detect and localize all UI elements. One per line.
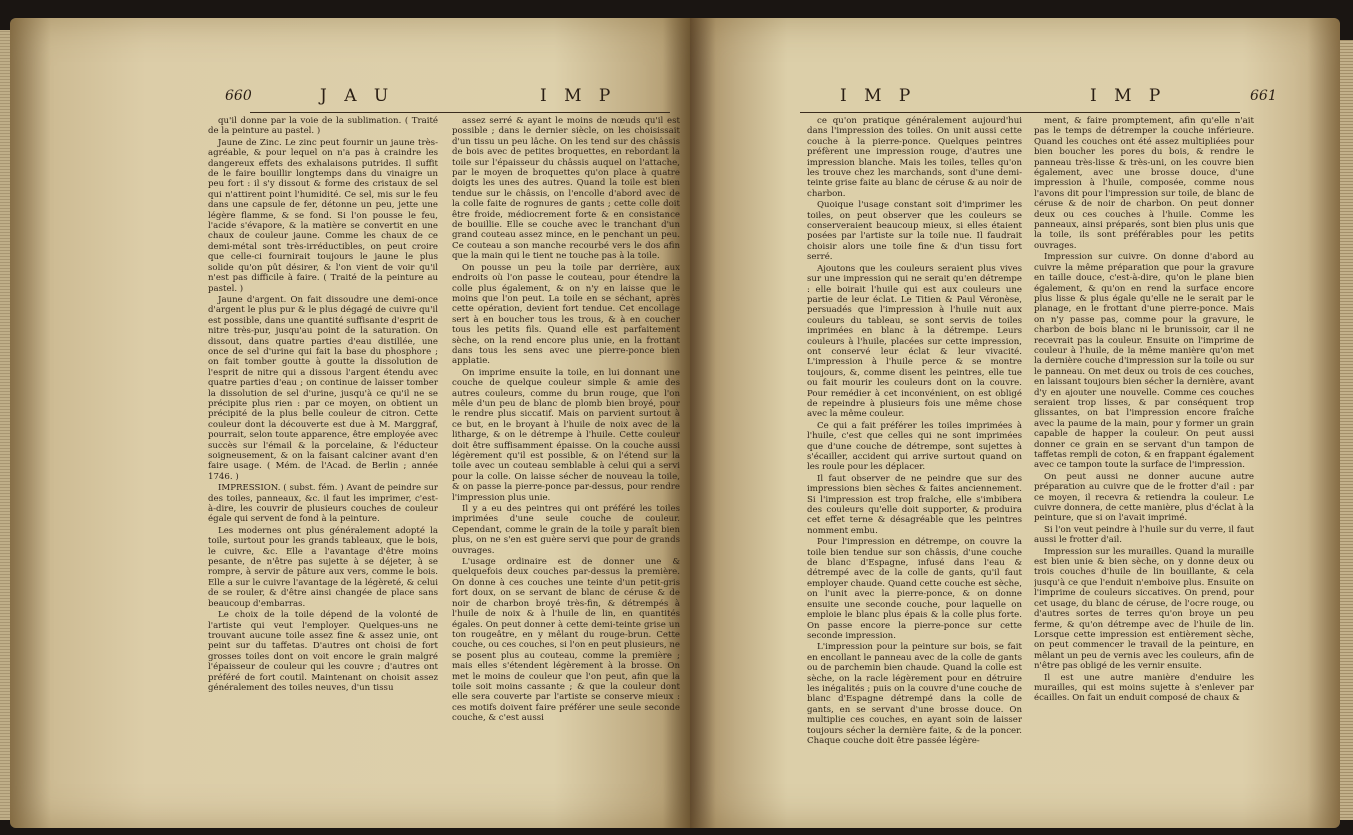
paragraph: Il faut observer de ne peindre que sur des impressions bien sèches & faites anciennement. Si l'impression est trop fraîche, elle s'imbibera des couleurs qu'elle doit supporter, & produira cet effet terne & désagréable que les peintres nomment embu. [807,473,1022,536]
running-head: I M P [840,86,917,106]
paragraph: Impression sur les murailles. Quand la muraille est bien unie & bien sèche, on y donne deux ou trois couches d'huile de lin bouillante, & cela jusqu'à ce que l'enduit n'emboive plus. Ensuite on l'imprime de couleurs siccatives. On prend, pour cet usage, du blanc de céruse, de l'ocre rouge, ou d'autres sortes de terres qu'on broye un peu ferme, & qu'on détrempe avec de l'huile de lin. Lorsque cette impression est entièrement sèche, on peut commencer le travail de la peinture, en mêlant un peu de vernis avec les couleurs, afin de n'être pas obligé de les vernir ensuite. [1034,546,1254,672]
page-number: 661 [1250,88,1277,104]
paragraph: Jaune d'argent. On fait dissoudre une demi-once d'argent le plus pur & le plus dégagé de cuivre qu'il est possible, dans une quantité suffisante d'esprit de nitre très-pur, jusqu'au point de la saturation. On dissout, dans quatre parties d'eau distillée, une once de sel d'urine qui fait la base du phosphore ; on fait tomber goutte à goutte la dissolution de l'esprit de nitre qui a dissous l'argent étendu avec quatre parties d'eau ; on continue de laisser tomber la dissolution de sel d'urine, jusqu'à ce qu'il ne se précipite plus rien : par ce moyen, on obtient un précipité de la plus belle couleur de citron. Cette couleur dont la découverte est due à M. Marggraf, pourrait, selon toute apparence, être employée avec succès sur l'émail & la porcelaine, & l'éducteur soigneusement, & on la faisant calciner avant d'en faire usage. ( Mém. de l'Acad. de Berlin ; année 1746. ) [208,294,438,482]
paragraph: On pousse un peu la toile par derrière, aux endroits où l'on passe le couteau, pour étendre la colle plus également, & on n'y en laisse que le moins que l'on peut. La toile en se séchant, après cette opération, devient fort tendue. Cet encollage sert à en boucher tous les trous, & à en coucher tous les petits fils. Quand elle est parfaitement sèche, on la rend encore plus unie, en la frottant dans tous les sens avec une pierre-ponce bien applatie. [452,262,680,367]
paragraph: Il est une autre manière d'enduire les murailles, qui est moins sujette à s'enlever par écailles. On fait un enduit composé de chaux & [1034,672,1254,704]
paragraph: Si l'on veut peindre à l'huile sur du verre, il faut aussi le frotter d'ail. [1034,524,1254,546]
paragraph: L'impression pour la peinture sur bois, se fait en encollant le panneau avec de la colle de gants ou de parchemin bien chaude. Quand la colle est sèche, on la racle légèrement pour en détruire les inégalités ; puis on la couvre d'une couche de blanc d'Espagne détrempé dans la colle de gants, en se servant d'une brosse douce. On multiplie ces couches, en ayant soin de laisser toujours sécher la dernière faite, & de la poncer. Chaque couche doit être passée légère- [807,642,1022,746]
paragraph: L'usage ordinaire est de donner une & quelquefois deux couches par-dessus la première. On donne à ces couches une teinte d'un petit-gris fort doux, on se servant de blanc de céruse & de noir de charbon broyé très-fin, & détrempés à l'huile de noix & à l'huile de lin, en quantités égales. On peut donner à cette demi-teinte grise un ton rougeâtre, en y mêlant du rouge-brun. Cette couche, ou ces couches, si l'on en peut plusieurs, ne se posent plus au couteau, comme la première ; mais elles s'étendent légèrement à la brosse. On met le moins de couleur que l'on peut, afin que la toile soit moins cassante ; & que la couleur dont elle sera couverte par l'artiste se conserve mieux : ces motifs doivent faire préférer une seule seconde couche, & c'est aussi [452,557,680,724]
text-column [1034,116,1254,816]
paragraph: Jaune de Zinc. Le zinc peut fournir un jaune très-agréable, & pour lequel on n'a pas à craindre les dangereux effets des exhalaisons putrides. Il suffit de le faire bouillir longtemps dans du vinaigre un peu fort : il s'y dissout & forme des cristaux de sel qui n'attirent point l'humidité. Ce sel, mis sur le feu dans une capsule de fer, détonne un peu, jette une légère flamme, & se fond. Si l'on pousse le feu, l'acide s'évapore, & la matière se convertit en une chaux de couleur jaune. Comme les chaux de ce demi-métal sont très-irréductibles, on peut croire que celle-ci fournirait toujours le jaune le plus solide qu'on pût désirer, & l'on vient de voir qu'il n'est pas difficile à faire. ( Traité de la peinture au pastel. ) [208,137,438,294]
text-column [807,116,1022,816]
paragraph: Il y a eu des peintres qui ont préféré les toiles imprimées d'une seule couche de couleur. Cependant, comme le grain de la toile y paraît bien plus, on ne s'en est guère servi que pour de grands ouvrages. [452,504,680,556]
right-page [690,18,1340,828]
paragraph: Le choix de la toile dépend de la volonté de l'artiste qui veut l'employer. Quelques-uns ne trouvant aucune toile assez fine & assez unie, ont peint sur du taffetas. D'autres ont choisi de fort grosses toiles dont on voit encore le grain malgré l'épaisseur de couleur qui les couvre ; d'autres ont préféré de fort coutil. Maintenant on choisit assez généralement des toiles neuves, d'un tissu [208,610,438,693]
running-head: J A U [320,86,395,106]
page-number: 660 [225,88,252,104]
paragraph: IMPRESSION. ( subst. fém. ) Avant de peindre sur des toiles, panneaux, &c. il faut les imprimer, c'est-à-dire, les couvrir de plusieurs couches de couleur égale qui servent de fond à la peinture. [208,483,438,525]
left-page [10,18,690,828]
paragraph: ce qu'on pratique généralement aujourd'hui dans l'impression des toiles. On unit aussi cette couche à la pierre-ponce. Quelques peintres préfèrent une impression rouge, d'autres une impression blanche. Mais les toiles, telles qu'on les trouve chez les marchands, sont d'une demi-teinte grise faite au blanc de céruse & au noir de charbon. [807,116,1022,199]
paragraph: On imprime ensuite la toile, en lui donnant une couche de quelque couleur simple & amie des autres couleurs, comme du brun rouge, que l'on mêle d'un peu de blanc de plomb bien broyé, pour le rendre plus siccatif. Mais on parvient surtout à ce but, en le broyant à l'huile de noix avec de la litharge, & on le détrempe à l'huile. Cette couleur doit être suffisamment épaisse. On la couche aussi légèrement qu'il est possible, & on l'étend sur la toile avec un couteau semblable à celui qui a servi pour la colle. On laisse sécher de nouveau la toile, & on passe la pierre-ponce par-dessus, pour rendre l'impression plus unie. [452,367,680,503]
paragraph: Quoique l'usage constant soit d'imprimer les toiles, on peut observer que les couleurs se conserveraient beaucoup mieux, si elles étaient posées par l'artiste sur la toile nue. Il faudrait choisir alors une toile fine & d'un tissu fort serré. [807,200,1022,263]
paragraph: Ajoutons que les couleurs seraient plus vives sur une impression qui ne serait qu'en détrempe : elle boirait l'huile qui est aux couleurs une partie de leur éclat. Le Titien & Paul Véronèse, persuadés que l'impression à l'huile nuit aux couleurs du tableau, se sont servis de toiles imprimées en blanc à la détrempe. Leurs couleurs à l'huile, placées sur cette impression, ont conservé leur éclat & leur vivacité. L'impression à l'huile perce & se montre toujours, &, comme disent les peintres, elle tue ou fait mourir les couleurs dont on la couvre. Pour remédier à cet inconvénient, on est obligé de repeindre à plusieurs fois une même chose avec la même couleur. [807,263,1022,420]
running-head: I M P [540,86,617,106]
header-rule [800,112,1240,113]
text-column [208,116,438,816]
page-edge-right [1339,40,1353,820]
paragraph: Impression sur cuivre. On donne d'abord au cuivre la même préparation que pour la gravure en taille douce, c'est-à-dire, qu'on le plane bien également, & qu'on en rend la surface encore plus lisse & plus égale qu'elle ne le serait par le planage, en le frottant d'une pierre-ponce. Mais on n'y passe pas, comme pour la gravure, le charbon de bois blanc ni le brunissoir, car il ne recevrait pas la couleur. Ensuite on l'imprime de couleur à l'huile, de la même manière qu'on met la dernière couche d'impression sur la toile ou sur le panneau. On met deux ou trois de ces couches, en laissant toujours bien sécher la dernière, avant d'y en ajouter une nouvelle. Comme ces couches seraient trop lisses, & par conséquent trop glissantes, on bat l'impression encore fraîche avec la paume de la main, pour y former un grain capable de happer la couleur. On peut aussi donner ce grain en se servant d'un tampon de taffetas rempli de coton, & en frappant également avec ce tampon toute la surface de l'impression. [1034,252,1254,471]
paragraph: Ce qui a fait préférer les toiles imprimées à l'huile, c'est que celles qui ne sont imprimées que d'une couche de détrempe, sont sujettes à s'écailler, accident qui arrive surtout quand on les roule pour les déplacer. [807,420,1022,473]
header-rule [250,112,670,113]
paragraph: qu'il donne par la voie de la sublimation. ( Traité de la peinture au pastel. ) [208,116,438,137]
running-head: I M P [1090,86,1167,106]
paragraph: ment, & faire promptement, afin qu'elle n'ait pas le temps de détremper la couche inférieure. Quand les couches ont été assez multipliées pour bien boucher les pores du bois, & rendre le panneau très-lisse & très-uni, on les couvre bien également, avec une brosse douce, d'une impression à l'huile, composée, comme nous l'avons dit pour l'impression sur toile, de blanc de céruse & de noir de charbon. On peut donner deux ou ces couches à l'huile. Comme les panneaux, ainsi préparés, sont bien plus unis que la toile, ils sont préférables pour les petits ouvrages. [1034,116,1254,251]
paragraph: Pour l'impression en détrempe, on couvre la toile bien tendue sur son châssis, d'une couche de blanc d'Espagne, infusé dans l'eau & détrempé avec de la colle de gants, qu'il faut employer chaude. Quand cette couche est sèche, on l'unit avec la pierre-ponce, & on donne ensuite une seconde couche, pour laquelle on emploie le blanc plus épais & la colle plus forte. On passe encore la pierre-ponce sur cette seconde impression. [807,537,1022,641]
paragraph: assez serré & ayant le moins de nœuds qu'il est possible ; dans le dernier siècle, on les choisissait d'un tissu un peu lâche. On les tend sur des châssis de bois avec de petites broquettes, en rebordant la toile sur l'épaisseur du châssis auquel on l'attache, par le moyen de broquettes qu'on place à quatre doigts les unes des autres. Quand la toile est bien tendue sur le châssis, on l'encolle d'abord avec de la colle faite de rognures de gants ; cette colle doit être froide, médiocrement forte & en consistance de bouillie. Elle se couche avec le tranchant d'un grand couteau assez mince, en le penchant un peu. Ce couteau a son manche recourbé vers le dos afin que la main qui le tient ne touche pas à la toile. [452,116,680,262]
paragraph: On peut aussi ne donner aucune autre préparation au cuivre que de le frotter d'ail : par ce moyen, il recevra & retiendra la couleur. Le cuivre donnera, de cette manière, plus d'éclat à la peinture, que si on l'avait imprimé. [1034,471,1254,524]
paragraph: Les modernes ont plus généralement adopté la toile, surtout pour les grands tableaux, que le bois, le cuivre, &c. Elle a l'avantage d'être moins pesante, de n'être pas sujette à se déjeter, à se rompre, à servir de pâture aux vers, comme le bois. Elle a sur le cuivre l'avantage de la légèreté, & celui de se rouler, & d'être ainsi changée de place sans beaucoup d'embarras. [208,525,438,609]
text-column [452,116,680,816]
